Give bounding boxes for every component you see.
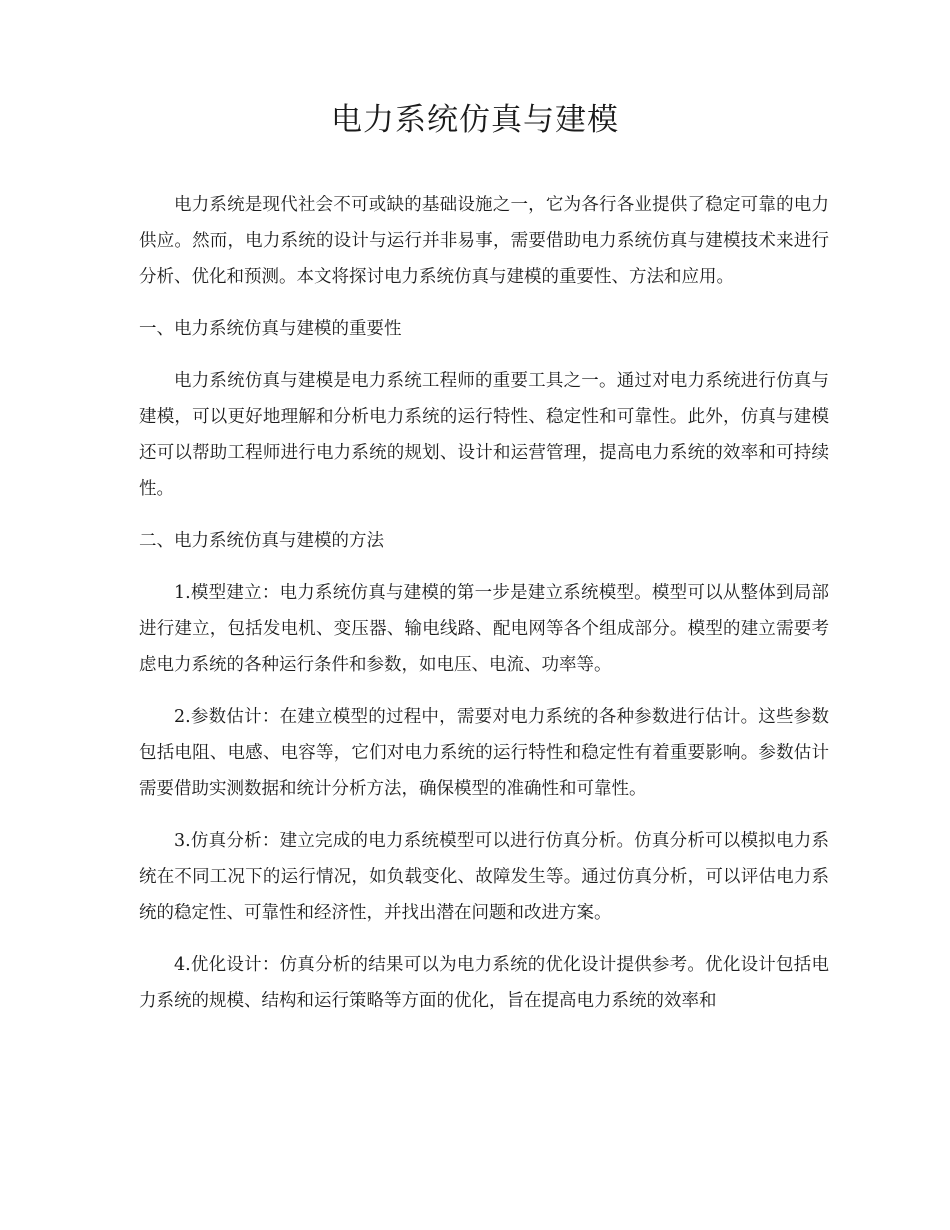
paragraph-model-building: 1.模型建立：电力系统仿真与建模的第一步是建立系统模型。模型可以从整体到局部进行建立，包括发电机、变压器、输电线路、配电网等各个组成部分。模型的建立需要考虑电力系统的各种运行条件和参数，如电压、电流、功率等。	[139, 583, 829, 675]
document-body	[139, 187, 829, 1035]
paragraph-parameter-estimation: 2.参数估计：在建立模型的过程中，需要对电力系统的各种参数进行估计。这些参数包括电阻、电感、电容等，它们对电力系统的运行特性和稳定性有着重要影响。参数估计需要借助实测数据和统计分析方法，确保模型的准确性和可靠性。	[139, 707, 829, 799]
paragraph-intro: 电力系统是现代社会不可或缺的基础设施之一，它为各行各业提供了稳定可靠的电力供应。然而，电力系统的设计与运行并非易事，需要借助电力系统仿真与建模技术来进行分析、优化和预测。本文将探讨电力系统仿真与建模的重要性、方法和应用。	[139, 195, 829, 287]
paragraph-importance: 电力系统仿真与建模是电力系统工程师的重要工具之一。通过对电力系统进行仿真与建模，可以更好地理解和分析电力系统的运行特性、稳定性和可靠性。此外，仿真与建模还可以帮助工程师进行电力系统的规划、设计和运营管理，提高电力系统的效率和可持续性。	[139, 371, 829, 499]
section-heading-methods: 二、电力系统仿真与建模的方法	[139, 531, 384, 551]
paragraph-simulation-analysis: 3.仿真分析：建立完成的电力系统模型可以进行仿真分析。仿真分析可以模拟电力系统在不同工况下的运行情况，如负载变化、故障发生等。通过仿真分析，可以评估电力系统的稳定性、可靠性和经济性，并找出潜在问题和改进方案。	[139, 831, 829, 923]
section-heading-importance: 一、电力系统仿真与建模的重要性	[139, 319, 402, 339]
paragraph-optimization-design: 4.优化设计：仿真分析的结果可以为电力系统的优化设计提供参考。优化设计包括电力系统的规模、结构和运行策略等方面的优化，旨在提高电力系统的效率和	[139, 955, 829, 1011]
document-title: 电力系统仿真与建模	[331, 102, 619, 138]
